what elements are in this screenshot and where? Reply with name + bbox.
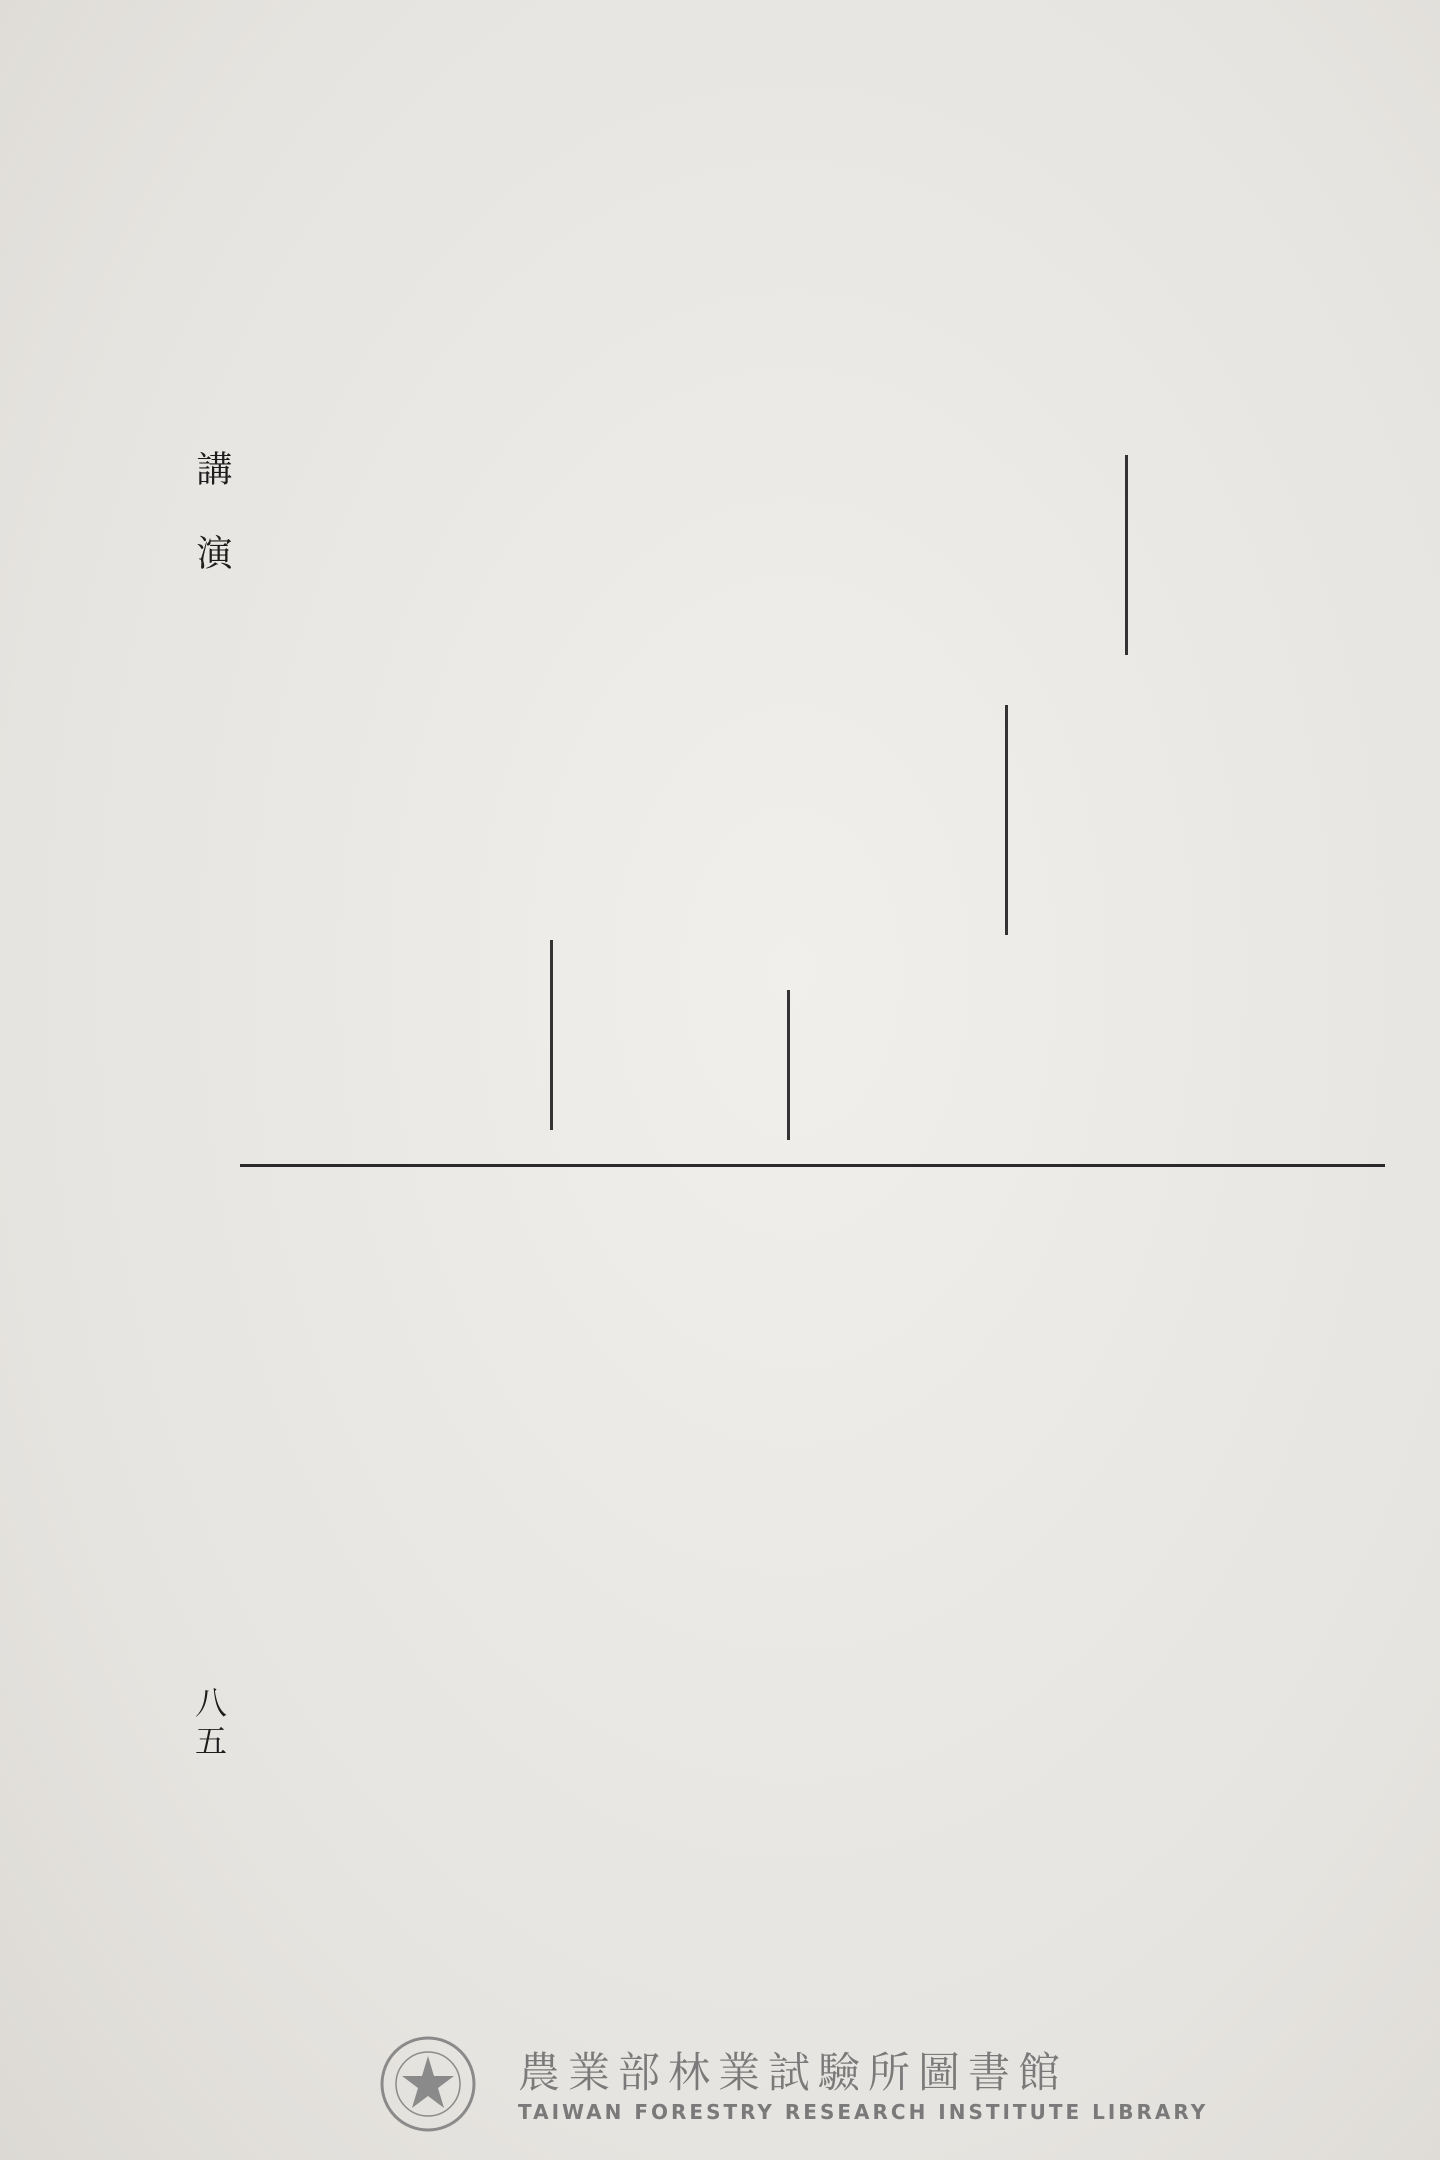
emphasis-sideline [550,940,553,1130]
section-divider [240,1164,1385,1167]
lower-text-block [262,1172,1382,2030]
running-header: 講演 [191,450,232,618]
emphasis-sideline [1005,705,1008,935]
emphasis-sideline [787,990,790,1140]
tfri-seal-icon [378,2034,478,2134]
library-watermark [378,2034,1209,2144]
library-name-en: TAIWAN FORESTRY RESEARCH INSTITUTE LIBRARY [518,2100,1209,2124]
upper-text-block [262,308,1382,1158]
emphasis-sideline [1125,455,1128,655]
library-name-zh: 農業部林業試驗所圖書館 [518,2048,1069,2097]
page-number: 八五 [190,1686,228,1762]
